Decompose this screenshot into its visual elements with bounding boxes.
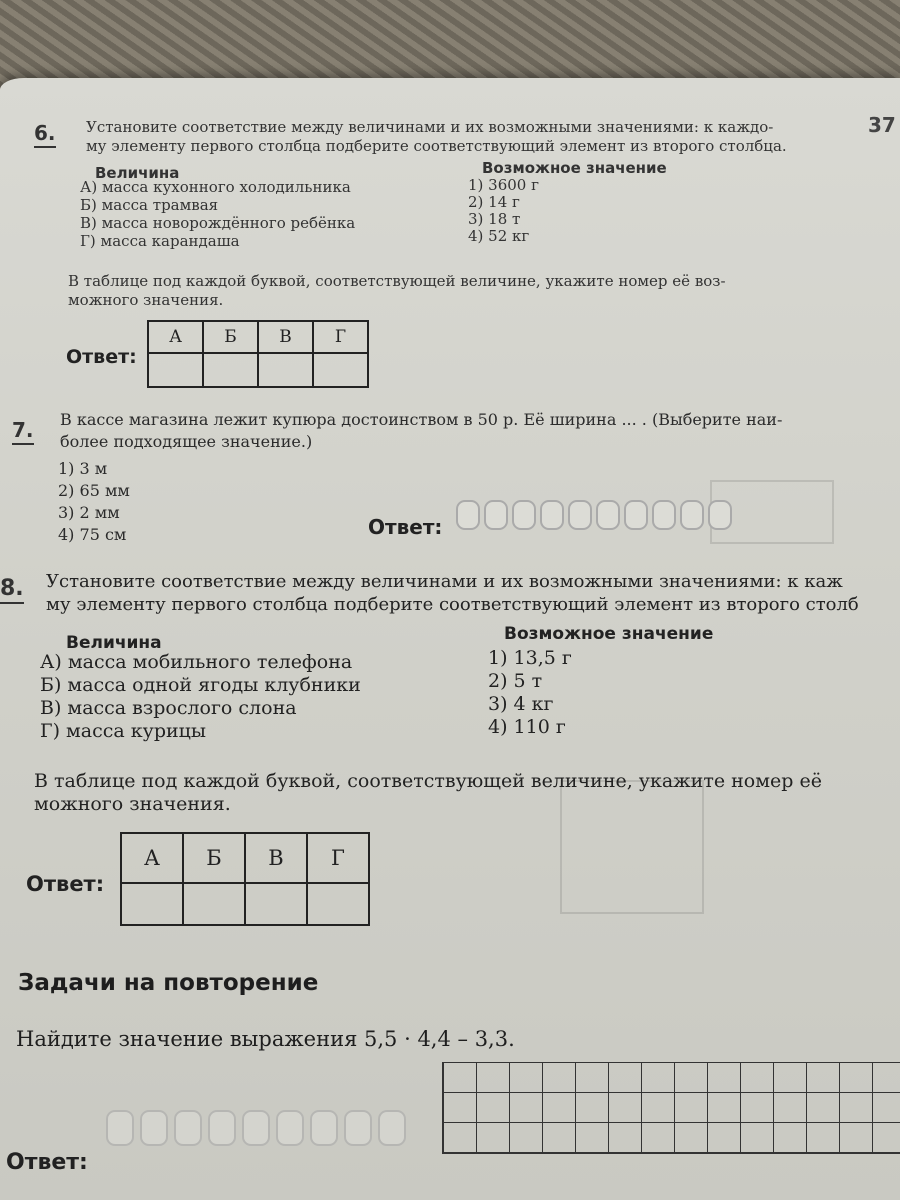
task6-instruction-line2: можного значения. bbox=[68, 291, 224, 309]
answer-digit-box[interactable] bbox=[708, 500, 732, 530]
task6-quantity: Б) масса трамвая bbox=[80, 196, 219, 214]
answer-digit-box[interactable] bbox=[174, 1110, 202, 1146]
task6-instruction bbox=[68, 272, 888, 310]
task7-number: 7. bbox=[12, 418, 34, 445]
answer-digit-box[interactable] bbox=[106, 1110, 134, 1146]
task7-answer-label: Ответ: bbox=[368, 515, 443, 539]
task8-values bbox=[488, 647, 572, 739]
task8-value: 4) 110 г bbox=[488, 716, 566, 738]
task6-answer-label: Ответ: bbox=[66, 346, 137, 368]
task7-prompt-line2: более подходящее значение.) bbox=[60, 432, 313, 451]
task6-value: 4) 52 кг bbox=[468, 227, 530, 245]
task8-value: 1) 13,5 г bbox=[488, 647, 572, 669]
task8-letter-cell: Б bbox=[183, 833, 245, 883]
task7-option: 3) 2 мм bbox=[58, 503, 120, 522]
task6-answer-cell-v[interactable] bbox=[258, 353, 313, 387]
task8-letter-cell: Г bbox=[307, 833, 369, 883]
task6-quantities bbox=[80, 178, 355, 250]
answer-digit-box[interactable] bbox=[568, 500, 592, 530]
task8-quantity: А) масса мобильного телефона bbox=[40, 651, 353, 673]
answer-digit-box[interactable] bbox=[378, 1110, 406, 1146]
answer-digit-box[interactable] bbox=[310, 1110, 338, 1146]
task8-letter-cell: В bbox=[245, 833, 307, 883]
task8-col1-header: Величина bbox=[66, 633, 162, 653]
task6-letter-cell: А bbox=[148, 321, 203, 353]
task8-answer-cell-a[interactable] bbox=[121, 883, 183, 925]
task6-answer-cell-g[interactable] bbox=[313, 353, 368, 387]
answer-digit-box[interactable] bbox=[484, 500, 508, 530]
answer-digit-box[interactable] bbox=[652, 500, 676, 530]
answer-digit-box[interactable] bbox=[208, 1110, 236, 1146]
answer-digit-box[interactable] bbox=[624, 500, 648, 530]
answer-digit-box[interactable] bbox=[344, 1110, 372, 1146]
review-heading: Задачи на повторение bbox=[18, 970, 319, 996]
task8-answer-cell-v[interactable] bbox=[245, 883, 307, 925]
task8-answer-label: Ответ: bbox=[26, 872, 105, 896]
task6-value: 2) 14 г bbox=[468, 193, 520, 211]
answer-digit-box[interactable] bbox=[140, 1110, 168, 1146]
task6-answer-cell-a[interactable] bbox=[148, 353, 203, 387]
task6-col2-header: Возможное значение bbox=[482, 159, 667, 177]
task6-instruction-line1: В таблице под каждой буквой, соответствующей величине, укажите номер её воз- bbox=[68, 272, 726, 290]
task8-value: 2) 5 т bbox=[488, 670, 543, 692]
task6-value: 1) 3600 г bbox=[468, 176, 539, 194]
task7-option: 1) 3 м bbox=[58, 459, 108, 478]
answer-digit-box[interactable] bbox=[242, 1110, 270, 1146]
task6-letter-cell: Г bbox=[313, 321, 368, 353]
task8-number: 8. bbox=[0, 576, 24, 604]
task7-options bbox=[58, 458, 130, 546]
review-task: Найдите значение выражения 5,5 · 4,4 – 3,3. bbox=[16, 1027, 515, 1051]
task6-quantity: В) масса новорождённого ребёнка bbox=[80, 214, 356, 232]
task6-values bbox=[468, 177, 539, 245]
answer-digit-box[interactable] bbox=[540, 500, 564, 530]
task6-number: 6. bbox=[34, 121, 56, 148]
answer-digit-box[interactable] bbox=[596, 500, 620, 530]
answer-digit-box[interactable] bbox=[276, 1110, 304, 1146]
task8-quantities bbox=[40, 651, 361, 743]
task8-instruction bbox=[34, 770, 900, 816]
task6-answer-cell-b[interactable] bbox=[203, 353, 258, 387]
task6-prompt-line1: Установите соответствие между величинами и их возможными значениями: к каждо- bbox=[86, 118, 774, 136]
review-answer-boxes[interactable] bbox=[106, 1110, 406, 1146]
task8-answer-cell-g[interactable] bbox=[307, 883, 369, 925]
task6-quantity: А) масса кухонного холодильника bbox=[80, 178, 351, 196]
task8-value: 3) 4 кг bbox=[488, 693, 554, 715]
task6-col1-header: Величина bbox=[95, 164, 180, 182]
task8-prompt-line2: му элементу первого столбца подберите соответствующий элемент из второго столб bbox=[46, 594, 859, 615]
task6-letter-cell: Б bbox=[203, 321, 258, 353]
task8-instruction-line1: В таблице под каждой буквой, соответствующей величине, укажите номер её bbox=[34, 770, 822, 792]
task7-option: 2) 65 мм bbox=[58, 481, 130, 500]
answer-digit-box[interactable] bbox=[456, 500, 480, 530]
answer-digit-box[interactable] bbox=[512, 500, 536, 530]
task8-instruction-line2: можного значения. bbox=[34, 793, 231, 815]
task6-quantity: Г) масса карандаша bbox=[80, 232, 240, 250]
task6-prompt bbox=[86, 118, 866, 156]
task6-answer-table bbox=[147, 320, 369, 388]
answer-digit-box[interactable] bbox=[680, 500, 704, 530]
page-number: 37 bbox=[868, 113, 896, 137]
task8-quantity: В) масса взрослого слона bbox=[40, 697, 297, 719]
task7-prompt bbox=[60, 409, 890, 453]
task7-answer-boxes[interactable] bbox=[456, 500, 732, 530]
task6-prompt-line2: му элементу первого столбца подберите соответствующий элемент из второго столбца. bbox=[86, 137, 787, 155]
task8-col2-header: Возможное значение bbox=[504, 624, 714, 644]
task8-quantity: Г) масса курицы bbox=[40, 720, 207, 742]
task8-quantity: Б) масса одной ягоды клубники bbox=[40, 674, 361, 696]
review-grid[interactable] bbox=[442, 1062, 900, 1154]
task8-prompt bbox=[46, 570, 900, 616]
task7-option: 4) 75 см bbox=[58, 525, 127, 544]
task8-answer-table bbox=[120, 832, 370, 926]
task6-value: 3) 18 т bbox=[468, 210, 521, 228]
task6-letter-cell: В bbox=[258, 321, 313, 353]
task8-prompt-line1: Установите соответствие между величинами и их возможными значениями: к каж bbox=[46, 571, 843, 592]
review-answer-label: Ответ: bbox=[6, 1150, 88, 1175]
task8-answer-cell-b[interactable] bbox=[183, 883, 245, 925]
task8-letter-cell: А bbox=[121, 833, 183, 883]
task7-prompt-line1: В кассе магазина лежит купюра достоинством в 50 р. Её ширина ... . (Выберите наи- bbox=[60, 410, 783, 429]
